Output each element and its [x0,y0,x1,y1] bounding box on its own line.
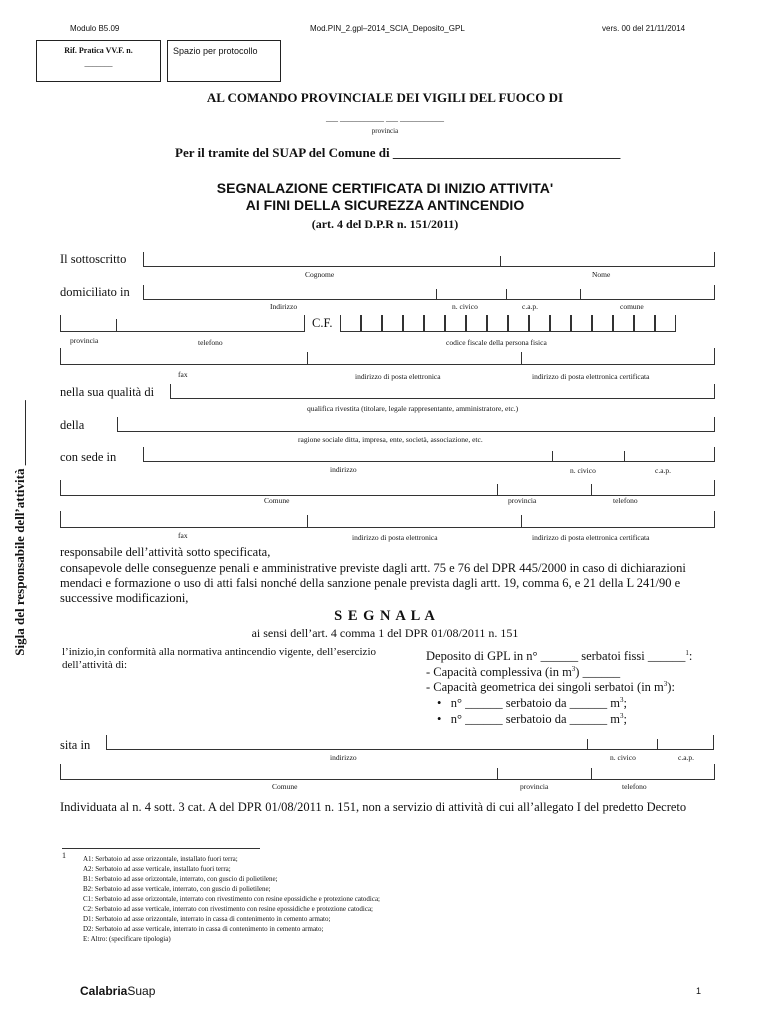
pec-caption: indirizzo di posta elettronica certificata [532,372,650,381]
domiciliato-label: domiciliato in [60,285,130,299]
deposito-line2-end: ) ______ [575,665,621,680]
deposito-line2-sup: 3 [571,665,576,673]
provincia-caption: provincia [371,127,399,135]
sede-comune-caption: Comune [264,496,290,505]
sede-field[interactable] [143,447,715,462]
sita-label: sita in [60,738,91,752]
cf-char-box[interactable] [361,315,382,332]
deposito-bullet2 [437,709,627,727]
logo-part1: Calabria [80,984,128,998]
cf-char-box[interactable] [445,315,466,332]
consapevole-text: consapevole delle conseguenze penali e amministrative previste dagli artt. 75 e 76 del DPR 445/2000 in caso di dichiarazioni mendaci e formazione o uso di atti falsi nonché della sanzione penale prevista dagli artt. 19, comma 6, e 21 della L 241/90 e successive modificazioni, [60,561,686,605]
segnala-heading: S E G N A L A [334,608,436,624]
footnote-ref: 1 [685,649,689,657]
fax-caption: fax [178,370,188,379]
cf-char-box[interactable] [550,315,571,332]
deposito-line3-sup: 3 [663,680,668,688]
sede-comune-field[interactable] [60,480,715,496]
sita-comune-field[interactable] [60,764,715,780]
cf-char-box[interactable] [634,315,655,332]
deposito-bullet2-end: ; [623,712,627,727]
logo-part2: Suap [127,984,156,998]
inizio-text: l’inizio,in conformità alla normativa antincendio vigente, dell’esercizio dell’attività di: [62,646,376,671]
fax-email-pec-field[interactable] [60,348,715,365]
sita-field[interactable] [106,735,714,750]
sede-telefono-caption: telefono [613,496,638,505]
deposito-bullet1-sup: 3 [619,696,624,704]
cf-char-box[interactable] [424,315,445,332]
footnote-item: B2: Serbatoio ad asse verticale, interrato, con guscio di polietilene; [83,885,271,893]
cf-char-box[interactable] [403,315,424,332]
sita-telefono-caption: telefono [622,782,647,791]
modulo-code: Modulo B5.09 [70,24,120,33]
footnote-item: C1: Serbatoio ad asse orizzontale, interrato con rivestimento con resine epossidiche e protezione catodica; [83,895,381,903]
sita-civico-caption: n. civico [610,753,636,762]
sede-indirizzo-caption: indirizzo [330,465,357,474]
title-line1: SEGNALAZIONE CERTIFICATA DI INIZIO ATTIVITA' [216,180,554,196]
footnote-item: C2: Serbatoio ad asse verticale, interrato con rivestimento con resine epossidiche e protezione catodica; [83,905,374,913]
footnote-item: D1: Serbatoio ad asse orizzontale, interrato in cassa di contenimento in cemento armato; [83,915,331,923]
qualifica-caption: qualifica rivestita (titolare, legale rappresentante, amministratore, etc.) [307,404,519,413]
cf-char-box[interactable] [571,315,592,332]
sede-fax-email-field[interactable] [60,511,715,528]
segnala-sub: ai sensi dell’art. 4 comma 1 del DPR 01/08/2011 n. 151 [251,626,519,640]
cf-char-box[interactable] [487,315,508,332]
footnote-item: E: Altro: (specificare tipologia) [83,935,171,943]
ragione-caption: ragione sociale ditta, impresa, ente, società, associazione, etc. [298,435,483,444]
della-field[interactable] [117,417,715,432]
provincia-telefono-field[interactable] [60,315,305,332]
deposito-bullet1-end: ; [623,696,627,711]
deposito-bullet1-text: n° ______ serbatoio da ______ m [450,696,620,711]
cf-char-box[interactable] [529,315,550,332]
rif-pratica-value: _______ [84,59,113,68]
deposito-line2-text: - Capacità complessiva (in m [426,665,572,680]
nome-caption: Nome [592,270,611,279]
version: vers. 00 del 21/11/2014 [602,24,686,33]
calabria-suap-logo [80,984,155,998]
cognome-caption: Cognome [305,270,335,279]
footnote-item: D2: Serbatoio ad asse verticale, interrato in cassa di contenimento in cemento armato; [83,925,324,933]
footnote-item: A2: Serbatoio ad asse verticale, installato fuori terra; [83,865,231,873]
sede-email-caption: indirizzo di posta elettronica [352,533,438,542]
cf-char-box[interactable] [340,315,361,332]
codice-fiscale-caption: codice fiscale della persona fisica [446,338,547,347]
bullet-icon: • [437,712,451,727]
comando-provincia-blank[interactable]: ___ ___________ ___ ___________ [326,114,444,123]
domiciliato-field[interactable] [143,285,715,300]
comune-caption: comune [620,302,644,311]
file-name: Mod.PIN_2.gpl–2014_SCIA_Deposito_GPL [310,24,465,33]
qualita-field[interactable] [170,384,715,399]
bullet-icon: • [437,696,451,711]
footnote-item: B1: Serbatoio ad asse orizzontale, interrato, con guscio di polietilene; [83,875,278,883]
protocollo-box [167,40,281,82]
deposito-line1-text: Deposito di GPL in n° ______ serbatoi fissi ______ [426,649,686,664]
cf-label: C.F. [312,316,333,330]
comando-heading: AL COMANDO PROVINCIALE DEI VIGILI DEL FUOCO DI [206,90,564,105]
suap-line: Per il tramite del SUAP del Comune di ___________________________________ [175,145,621,160]
sede-civico-caption: n. civico [570,466,596,475]
sita-provincia-caption: provincia [520,782,549,791]
qualita-label: nella sua qualità di [60,385,155,399]
civico-caption: n. civico [452,302,478,311]
deposito-line3-end: ): [667,680,675,695]
sede-pec-caption: indirizzo di posta elettronica certificata [532,533,650,542]
individuata-text: Individuata al n. 4 sott. 3 cat. A del DPR 01/08/2011 n. 151, non a servizio di attività di cui all’allegato I del predetto Decreto [60,800,687,814]
telefono-caption: telefono [198,338,223,347]
sede-label: con sede in [60,450,117,464]
footnote-mark: 1 [62,851,66,860]
deposito-bullet2-text: n° ______ serbatoio da ______ m [450,712,620,727]
title-line2: AI FINI DELLA SICUREZZA ANTINCENDIO [245,197,525,213]
sede-cap-caption: c.a.p. [655,466,672,475]
sede-fax-caption: fax [178,531,188,540]
cf-char-box[interactable] [592,315,613,332]
deposito-line3-text: - Capacità geometrica dei singoli serbatoi (in m [426,680,664,695]
cf-char-box[interactable] [613,315,634,332]
page-number: 1 [696,986,702,996]
sita-indirizzo-caption: indirizzo [330,753,357,762]
sottoscritto-field[interactable] [143,252,715,267]
footnote-rule [62,848,260,849]
email-caption: indirizzo di posta elettronica [355,372,441,381]
cf-char-box[interactable] [382,315,403,332]
sottoscritto-label: Il sottoscritto [60,252,127,266]
della-label: della [60,418,85,432]
sita-cap-caption: c.a.p. [678,753,695,762]
provincia-caption-2: provincia [70,336,99,345]
rif-pratica-box [36,40,161,82]
cf-char-box[interactable] [508,315,529,332]
protocollo-label: Spazio per protocollo [173,46,258,56]
sede-provincia-caption: provincia [508,496,537,505]
footnote-item: A1: Serbatoio ad asse orizzontale, installato fuori terra; [83,855,238,863]
title-line3: (art. 4 del D.P.R n. 151/2011) [311,217,459,231]
indirizzo-caption: Indirizzo [270,302,298,311]
deposito-line1-end: : [688,649,693,664]
rif-pratica-label: Rif. Pratica VV.F. n. [64,46,133,55]
cf-char-box[interactable] [655,315,676,332]
cf-char-box[interactable] [466,315,487,332]
sigla-responsabile-label: Sigla del responsabile dell’attività __________ [12,400,27,656]
responsabile-text: responsabile dell’attività sotto specificata, [60,545,271,559]
cap-caption: c.a.p. [522,302,539,311]
deposito-bullet2-sup: 3 [619,712,624,720]
sita-comune-caption: Comune [272,782,298,791]
